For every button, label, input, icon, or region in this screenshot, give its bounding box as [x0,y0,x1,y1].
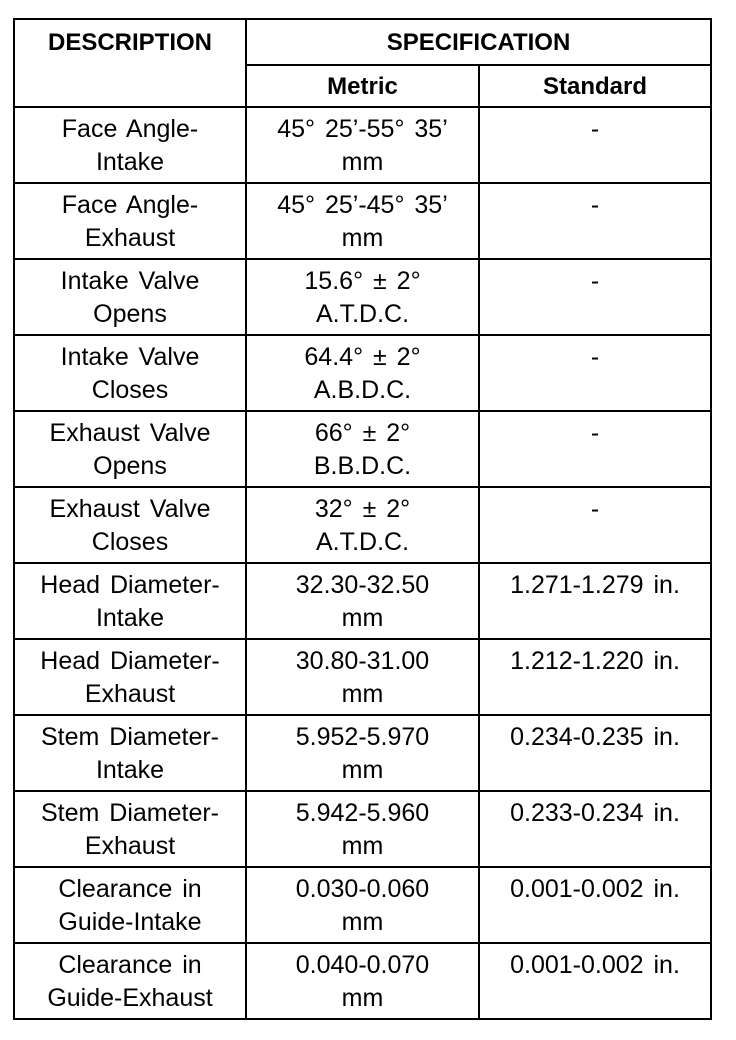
description-cell-line: Face Angle- [61,191,199,219]
standard-cell-line: - [590,419,600,447]
table-row [14,639,711,715]
standard-cell-line: 0.001-0.002 in. [510,951,680,979]
metric-cell-line: A.T.D.C. [315,528,410,556]
metric-cell-line: 45° 25’-45° 35’ [277,191,448,219]
description-cell-line: Closes [91,528,169,556]
description-cell-line: Clearance in [58,875,202,903]
metric-cell [246,639,479,715]
metric-cell-line: A.B.D.C. [313,376,412,404]
description-cell-line: Exhaust [84,832,176,860]
description-cell-line: Intake [95,604,165,632]
description-cell [14,715,246,791]
metric-cell-line: B.B.D.C. [313,452,412,480]
description-cell-line: Intake Valve [60,343,200,371]
metric-cell-line: 64.4° ± 2° [304,343,421,371]
metric-cell-line: mm [341,604,384,632]
metric-cell [246,867,479,943]
description-cell-line: Guide-Exhaust [47,984,213,1012]
description-cell-line: Intake [95,756,165,784]
table-row [14,183,711,259]
description-cell-line: Intake [95,148,165,176]
specification-header: SPECIFICATION [246,19,711,65]
description-cell-line: Head Diameter- [40,571,220,599]
metric-cell-line: 0.040-0.070 [295,951,430,979]
metric-cell [246,107,479,183]
metric-cell [246,791,479,867]
standard-cell-line: 0.234-0.235 in. [510,723,680,751]
standard-cell [479,487,711,563]
metric-cell-line: 66° ± 2° [314,419,411,447]
description-cell-line: Intake Valve [60,267,200,295]
metric-cell [246,715,479,791]
metric-header: Metric [246,65,479,107]
description-cell [14,107,246,183]
description-cell [14,411,246,487]
metric-cell-line: 5.952-5.970 [295,723,430,751]
table-row [14,867,711,943]
table-row [14,335,711,411]
metric-cell-line: mm [341,908,384,936]
metric-cell-line: mm [341,984,384,1012]
metric-cell-line: mm [341,148,384,176]
standard-cell [479,867,711,943]
table-row [14,715,711,791]
table-row [14,943,711,1019]
standard-cell [479,335,711,411]
standard-cell [479,411,711,487]
table-body [14,107,711,1019]
standard-cell-line: - [590,343,600,371]
description-cell [14,259,246,335]
metric-cell-line: 5.942-5.960 [295,799,430,827]
description-cell [14,867,246,943]
description-cell-line: Closes [91,376,169,404]
table-row [14,487,711,563]
metric-cell-line: 30.80-31.00 [295,647,430,675]
metric-cell-line: 15.6° ± 2° [304,267,421,295]
standard-cell [479,107,711,183]
description-cell [14,791,246,867]
standard-cell-line: 0.001-0.002 in. [510,875,680,903]
description-cell [14,639,246,715]
description-cell [14,335,246,411]
description-cell-line: Head Diameter- [40,647,220,675]
standard-cell [479,563,711,639]
metric-cell [246,487,479,563]
metric-cell-line: mm [341,756,384,784]
metric-cell-line: 32° ± 2° [314,495,411,523]
standard-cell [479,715,711,791]
standard-cell [479,943,711,1019]
metric-cell [246,335,479,411]
description-cell [14,563,246,639]
table-row [14,259,711,335]
standard-cell-line: - [590,191,600,219]
description-cell-line: Face Angle- [61,115,199,143]
metric-cell-line: mm [341,680,384,708]
description-cell-line: Stem Diameter- [40,799,220,827]
description-cell [14,183,246,259]
standard-cell [479,639,711,715]
description-cell-line: Exhaust [84,680,176,708]
description-cell-line: Guide-Intake [58,908,202,936]
description-cell-line: Clearance in [58,951,202,979]
description-cell-line: Exhaust Valve [49,419,211,447]
standard-cell-line: 1.212-1.220 in. [510,647,680,675]
description-cell [14,487,246,563]
valve-specification-table [13,18,712,1020]
description-cell-line: Opens [93,300,167,328]
metric-cell [246,943,479,1019]
standard-cell-line: - [590,495,600,523]
standard-cell [479,259,711,335]
metric-cell [246,259,479,335]
standard-cell-line: - [590,267,600,295]
table-row [14,563,711,639]
table-row [14,411,711,487]
table-row [14,791,711,867]
header-row-1 [14,19,711,65]
metric-cell-line: A.T.D.C. [315,300,410,328]
metric-cell-line: mm [341,832,384,860]
description-cell [14,943,246,1019]
standard-cell-line: - [590,115,600,143]
standard-header: Standard [479,65,711,107]
metric-cell-line: 0.030-0.060 [295,875,430,903]
standard-cell-line: 1.271-1.279 in. [510,571,680,599]
description-cell-line: Exhaust Valve [49,495,211,523]
metric-cell [246,411,479,487]
metric-cell [246,183,479,259]
metric-cell-line: 32.30-32.50 [295,571,430,599]
metric-cell-line: 45° 25’-55° 35’ [277,115,448,143]
standard-cell-line: 0.233-0.234 in. [510,799,680,827]
standard-cell [479,791,711,867]
metric-cell [246,563,479,639]
description-cell-line: Exhaust [84,224,176,252]
description-cell-line: Stem Diameter- [40,723,220,751]
description-cell-line: Opens [93,452,167,480]
standard-cell [479,183,711,259]
table-row [14,107,711,183]
metric-cell-line: mm [341,224,384,252]
description-header: DESCRIPTION [14,19,246,107]
